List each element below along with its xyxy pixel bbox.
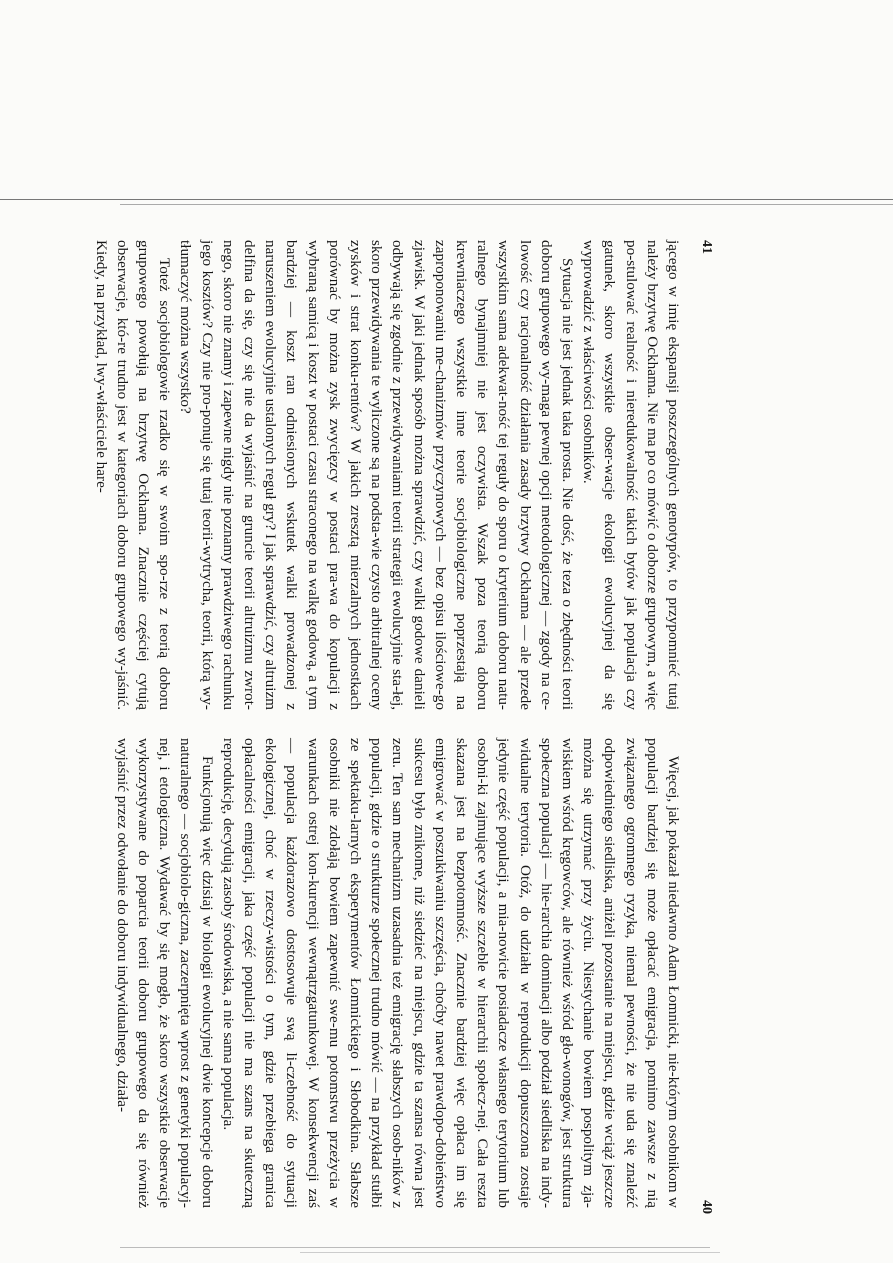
scan-rule-bottom-secondary — [300, 1252, 720, 1253]
right-page-paragraph: Sytuacja nie jest jednak taka prosta. Nie dość, że teza o zbędności teorii doboru grupowego wy-maga pewnej opcji metodologicznej — zgody na ce-lowość czy racjonalność działania zasady brzytwy Ockhama — ale przede wszystkim sama adekwat-ność tej reguły do sporu o kryterium doboru natu-ralnego bynajmniej nie jest oczywista. Wszak poza teorią doboru krewniaczego wszystkie inne teorie socjobiologiczne poprzestają na zaproponowaniu me-chanizmów przyczynowych — bez opisu ilościowe-go zjawisk. W jaki jednak sposób można sprawdzić, czy walki godowe danieli odbywają się zgodnie z przewidywaniami teorii strategii ewolucyjnie sta-łej, skoro przewidywania te wyliczone są na podsta-wie czysto arbitralnej oceny zysków i strat konku-rentów? W jakich zresztą mierzalnych jednostkach porównać by można zysk zwycięzcy w postaci pra-wa do kopulacji z wybraną samicą i koszt w postaci czasu straconego na walkę godową, a tym bardziej — koszt ran odniesionych wskutek walki prowadzonej z naruszeniem ewolucyjnie ustalonych reguł gry? I jak sprawdzić, czy altruizm delfina da się, czy się nie da wyjaśnić na gruncie teorii altruizmu zwrot-nego, skoro nie znamy i zapewne nigdy nie poznamy prawdziwego rachunku jego kosztów? Czy nie pro-ponuje się tutaj teorii-wytrycha, teorii, którą wy-tłumaczyć można wszystko? — [177, 240, 576, 710]
rotated-spread — [44, 240, 714, 1216]
left-page-paragraph: Funkcjonują więc dzisiaj w biologii ewolucyjnej dwie koncepcje doboru naturalnego — socjobiolo-giczna, zaczerpnięta wprost z genetyki populacyj-nej, i etologiczna. Wydawać by się mogło, że skoro wszystkie obserwacje wykorzystywane do poparcia teorii doboru grupowego da się również wyjaśnić przez odwołanie do doboru indywidualnego, działa- — [113, 738, 216, 1208]
scan-rule-top-secondary — [120, 204, 893, 205]
page-number-right: 41 — [699, 240, 714, 254]
right-page-paragraph: Toteż socjobiologowie rzadko się w swoim spo-rze z teorią doboru grupowego powołują na brzytwę Ockhama. Znacznie częściej cytują obserwacje, któ-re trudno jest w kategoriach doboru grupowego wy-jaśnić. Kiedy, na przykład, lwy-właściciele hare- — [92, 240, 174, 710]
left-page-paragraph: Więcej, jak pokazał niedawno Adam Łomnicki, nie-którym osobnikom w populacji bardziej się może opłacać emigracja, pomimo zawsze z nią związanego ogromnego ryzyka, niemal pewności, że nie uda się znaleźć odpowiedniego siedliska, aniżeli pozostanie na miejscu, gdzie wciąż jeszcze można się utrzymać przy życiu. Niestychanie bowiem pospolitym zja-wiskiem wśród kręgowców, ale również wśród gło-wonogów, jest struktura społeczna populacji — hie-rarchia dominacji albo podział siedliska na indy-widualne terytoria. Otóż, do udziału w reprodukcji dopuszczona zostaje jedynie część populacji, a mia-nowicie posiadacze własnego terytorium lub osobni-ki zajmujące wyższe szczeble w hierarchii społecz-nej. Cała reszta skazana jest na bezpotomność. Znacznie bardziej więc opłaca im się emigrować w poszukiwaniu szczęścia, choćby nawet prawdopo-dobieństwo sukcesu było znikome, niż siedzieć na miejscu, gdzie ta szansa równa jest zeru. Ten sam mechanizm uzasadnia też emigrację słabszych osob-ników z populacji, gdzie o strukturze społecznej trudno mówić — na przykład stułbi ze spektaku-larnych eksperymentów Łomnickiego i Słobodkina. Słabsze osobniki nie zdołają bowiem zapewnić swe-mu potomstwu przeżycia w warunkach ostrej kon-kurencji wewnątrzgatunkowej. W konsekwencji zaś — populacja każdorazowo dostosowuje swą li-czebność do sytuacji ekologicznej, choć w rzeczy-wistości o tym, gdzie przebiega granica opłacalności emigracji, jaka część populacji nie ma szans na skuteczną reprodukcję, decydują zasoby środowiska, a nie sama populacja. — [219, 738, 682, 1208]
left-page-column — [112, 738, 684, 1208]
right-page-column — [90, 240, 684, 710]
scan-rule-bottom — [120, 1247, 710, 1248]
scan-rule-top — [0, 199, 893, 200]
right-page-paragraph: jącego w imię ekspansji poszczególnych genotypów, to przypomnieć tutaj należy brzytwę Ockhama. Nie ma po co mówić o doborze grupowym, a więc po-stulować realność i nieredukowalność takich bytów jak populacja czy gatunek, skoro wszystkie obser-wacje ekologii ewolucyjnej da się wyprowadzić z właściwości osobników. — [580, 240, 682, 710]
page-number-left: 40 — [699, 1200, 714, 1214]
